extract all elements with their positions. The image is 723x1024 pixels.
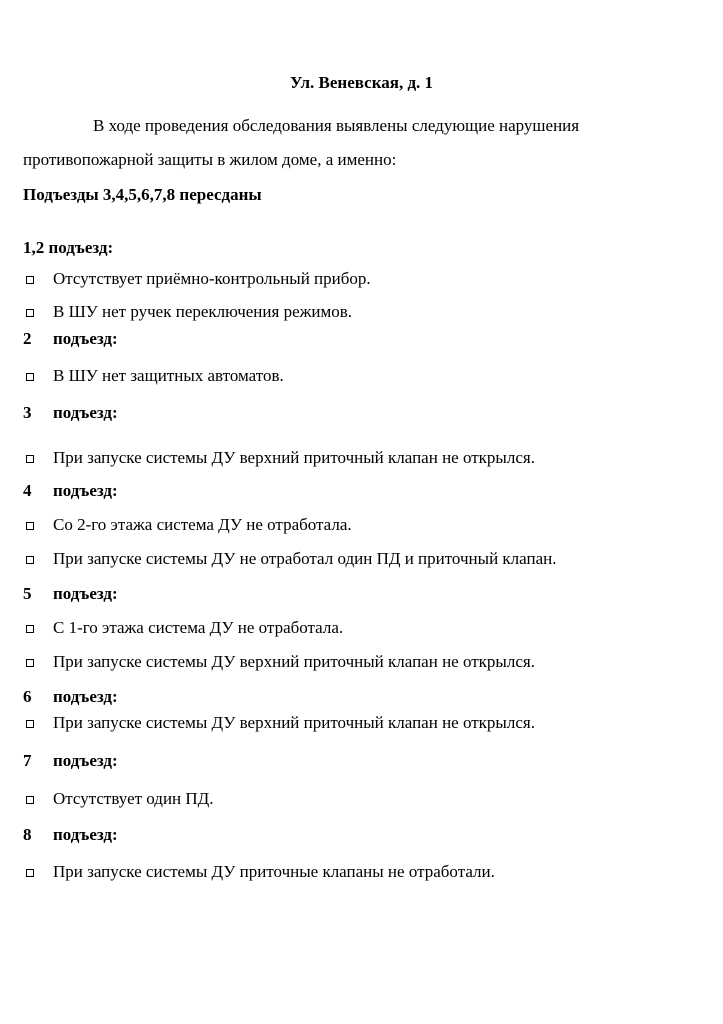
list-item-text: При запуске системы ДУ верхний приточный клапан не открылся.	[53, 448, 535, 467]
section-heading-1-2: 1,2 подъезд:	[23, 238, 114, 257]
section-heading-8: подъезд:	[53, 825, 118, 844]
list-item-text: В ШУ нет ручек переключения режимов.	[53, 302, 352, 321]
transferred-note: Подъезды 3,4,5,6,7,8 пересданы	[23, 185, 262, 204]
section-number-5: 5	[23, 584, 32, 603]
intro-line-1: В ходе проведения обследования выявлены следующие нарушения	[93, 116, 580, 135]
checkbox-bullet-icon	[26, 556, 34, 564]
checkbox-bullet-icon	[26, 522, 34, 530]
list-item-text: При запуске системы ДУ приточные клапаны не отработали.	[53, 862, 495, 881]
section-number-2: 2	[23, 329, 32, 348]
list-item-text: Со 2-го этажа система ДУ не отработала.	[53, 515, 352, 534]
section-heading-5: подъезд:	[53, 584, 118, 603]
section-number-6: 6	[23, 687, 32, 706]
section-heading-2: подъезд:	[53, 329, 118, 348]
list-item-text: Отсутствует один ПД.	[53, 789, 214, 808]
checkbox-bullet-icon	[26, 796, 34, 804]
checkbox-bullet-icon	[26, 276, 34, 284]
list-item-text: При запуске системы ДУ верхний приточный клапан не открылся.	[53, 713, 535, 732]
section-number-3: 3	[23, 403, 32, 422]
checkbox-bullet-icon	[26, 659, 34, 667]
document-title: Ул. Веневская, д. 1	[289, 73, 434, 92]
checkbox-bullet-icon	[26, 309, 34, 317]
list-item-text: При запуске системы ДУ верхний приточный клапан не открылся.	[53, 652, 535, 671]
intro-line-2: противопожарной защиты в жилом доме, а именно:	[23, 150, 397, 169]
list-item-text: С 1-го этажа система ДУ не отработала.	[53, 618, 344, 637]
section-heading-3: подъезд:	[53, 403, 118, 422]
checkbox-bullet-icon	[26, 455, 34, 463]
list-item-text: Отсутствует приёмно-контрольный прибор.	[53, 269, 371, 288]
checkbox-bullet-icon	[26, 869, 34, 877]
section-number-8: 8	[23, 825, 32, 844]
section-heading-4: подъезд:	[53, 481, 118, 500]
section-number-7: 7	[23, 751, 32, 770]
section-number-4: 4	[23, 481, 32, 500]
checkbox-bullet-icon	[26, 373, 34, 381]
section-heading-7: подъезд:	[53, 751, 118, 770]
list-item-text: При запуске системы ДУ не отработал один ПД и приточный клапан.	[53, 549, 557, 568]
checkbox-bullet-icon	[26, 720, 34, 728]
checkbox-bullet-icon	[26, 625, 34, 633]
section-heading-6: подъезд:	[53, 687, 118, 706]
list-item-text: В ШУ нет защитных автоматов.	[53, 366, 284, 385]
